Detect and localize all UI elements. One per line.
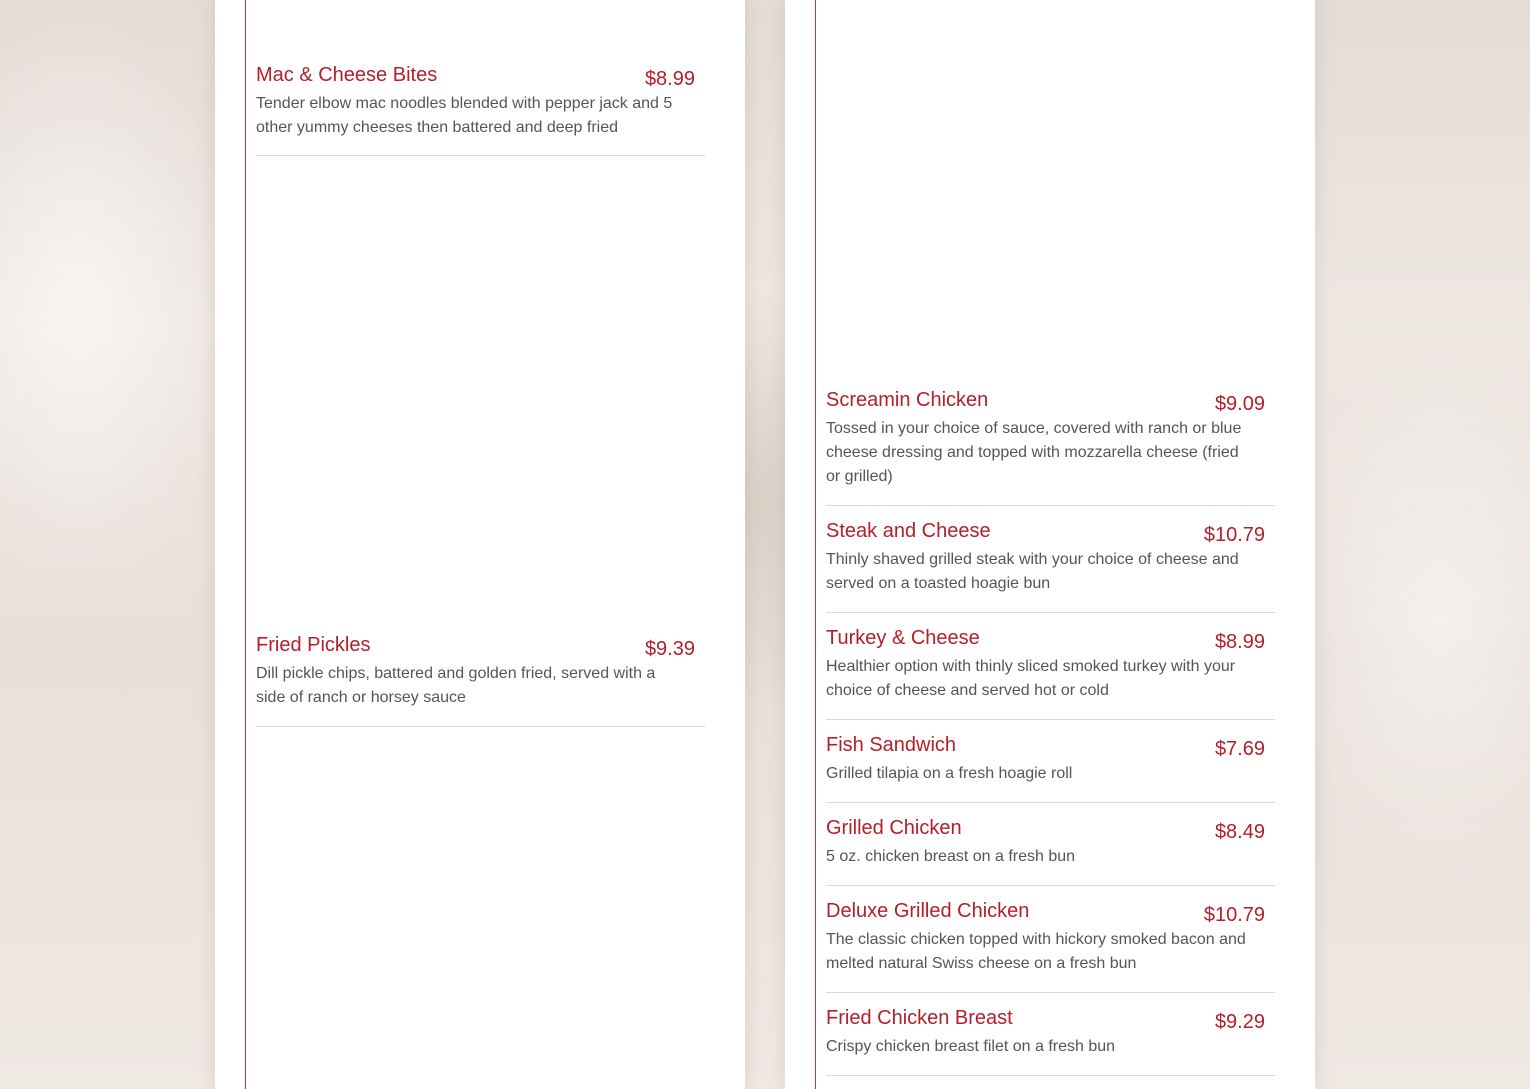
menu-panel-left [215,0,745,1089]
menu-item-name[interactable]: Fish Sandwich [826,734,957,756]
menu-item[interactable] [826,817,1275,886]
menu-item-name[interactable]: Screamin Chicken [826,389,989,411]
menu-item-description: Dill pickle chips, battered and golden fried, served with a side of ranch or horsey sauce [256,665,656,706]
menu-item[interactable] [256,634,705,727]
menu-item-name[interactable]: Grilled Chicken [826,817,962,839]
menu-item-price: $8.49 [1214,821,1265,843]
menu-item[interactable] [826,627,1275,720]
menu-item[interactable] [826,389,1275,506]
menu-item-name[interactable]: Fried Pickles [256,634,371,656]
menu-item-price: $9.39 [644,638,695,660]
menu-item-price: $8.99 [1214,631,1265,653]
menu-item-price: $8.99 [644,68,695,90]
menu-item-description: 5 oz. chicken breast on a fresh bun [826,848,1076,865]
menu-item-price: $10.79 [1203,524,1265,546]
menu-item-price: $9.29 [1214,1011,1265,1033]
menu-item-description: Grilled tilapia on a fresh hoagie roll [826,765,1073,782]
menu-item-description: Crispy chicken breast filet on a fresh bun [826,1038,1116,1055]
menu-item[interactable] [826,520,1275,613]
menu-item-price: $10.79 [1203,904,1265,926]
menu-item[interactable] [256,64,705,156]
menu-item-name[interactable]: Fried Chicken Breast [826,1007,1013,1029]
menu-panel-right [785,0,1315,1089]
menu-item-name[interactable]: Steak and Cheese [826,520,991,542]
menu-item-description: Tender elbow mac noodles blended with pepper jack and 5 other yummy cheeses then battered and deep fried [256,95,673,136]
menu-item-name[interactable]: Mac & Cheese Bites [256,64,438,86]
menu-item-price: $7.69 [1214,738,1265,760]
menu-item-price: $9.09 [1214,393,1265,415]
panel-rail-line [245,0,246,1089]
menu-item[interactable] [826,900,1275,993]
menu-item-description: Healthier option with thinly sliced smoked turkey with your choice of cheese and served hot or cold [826,658,1236,699]
menu-item[interactable] [826,734,1275,803]
menu-item-name[interactable]: Deluxe Grilled Chicken [826,900,1030,922]
menu-item[interactable] [826,1007,1275,1076]
menu-item-description: Tossed in your choice of sauce, covered with ranch or blue cheese dressing and topped with mozzarella cheese (fried or grilled) [826,420,1242,485]
menu-item-name[interactable]: Turkey & Cheese [826,627,980,649]
menu-item-description: The classic chicken topped with hickory smoked bacon and melted natural Swiss cheese on a fresh bun [826,931,1246,972]
panel-rail-line [815,0,816,1089]
menu-item-description: Thinly shaved grilled steak with your choice of cheese and served on a toasted hoagie bun [826,551,1239,592]
